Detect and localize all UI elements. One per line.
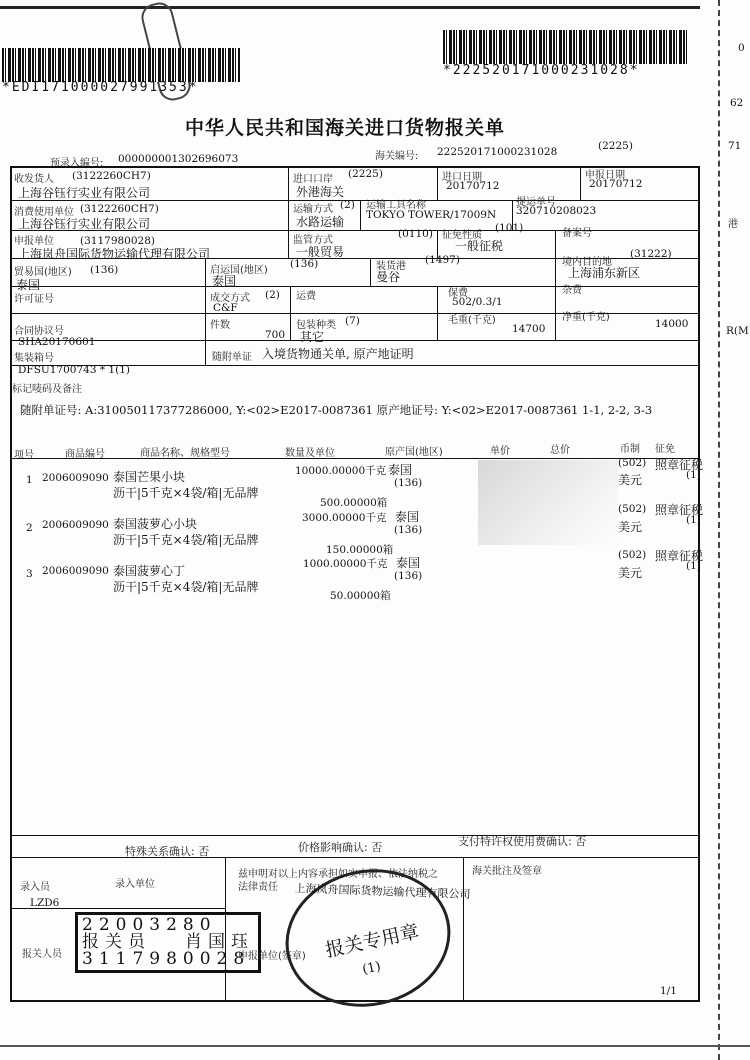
page-number: 1/1: [660, 985, 677, 997]
origin-country-value: 泰国: [212, 274, 237, 288]
row-divider: [10, 340, 700, 341]
currency-code: (502): [618, 503, 647, 515]
seal-ring: 上海岚舟国际货物运输代理有限公司: [294, 881, 471, 902]
origin: 泰国: [395, 510, 420, 524]
levy-nature-code: (101): [495, 222, 524, 234]
customs-no: 222520171000231028: [437, 146, 558, 158]
pieces-label: 件数: [210, 320, 230, 331]
no: 1: [26, 474, 33, 486]
entry-unit-label: 录入单位: [115, 879, 155, 890]
consumer-label: 消费使用单位: [14, 207, 74, 218]
bl-no-label: 提运单号: [516, 197, 556, 208]
net-value: 14000: [655, 318, 689, 330]
contract-label: 合同协议号: [14, 326, 64, 337]
qty2: 150.00000箱: [326, 544, 394, 556]
col-divider: [205, 258, 206, 365]
trade-country-label: 贸易国(地区): [14, 267, 72, 278]
adjacent-page-text: 62: [730, 97, 744, 109]
adjacent-page-text: 0: [738, 42, 745, 54]
container-value: DFSU1700743 * 1(1): [18, 364, 130, 376]
customs-code: (2225): [598, 140, 633, 152]
price-impact-confirm: 价格影响确认: 否: [298, 841, 383, 854]
levy-code: (1): [686, 514, 701, 526]
pre-entry-label: 预录入编号:: [50, 158, 104, 169]
col-divider: [290, 286, 291, 340]
license-label: 许可证号: [14, 294, 54, 305]
row-divider: [10, 857, 700, 858]
currency-code: (502): [618, 457, 647, 469]
deal-mode-label: 成交方式: [210, 293, 250, 304]
col-divider: [555, 230, 556, 340]
loading-port-value: 曼谷: [376, 270, 401, 284]
spec: 沥干|5千克×4袋/箱|无品牌: [113, 486, 259, 500]
goods-header-currency: 币制: [620, 444, 640, 455]
qty2: 50.00000箱: [330, 590, 391, 602]
origin-country-label: 启运国(地区): [210, 265, 268, 276]
entry-clerk-label: 录入员: [20, 882, 50, 893]
declaration-text: 兹申明对以上内容承担如实申报、依法纳税之: [238, 869, 438, 880]
name: 泰国菠萝心小块: [113, 517, 198, 531]
seal-center: 报关专用章: [323, 920, 422, 962]
goods-header-unit-price: 单价: [490, 446, 510, 457]
deal-mode-value: C&F: [213, 302, 238, 314]
declare-date-label: 申报日期: [585, 170, 625, 181]
stamp-box-line2b: 肖国珏: [185, 932, 254, 952]
goods-header-name: 商品名称、规格型号: [140, 448, 230, 459]
origin-code: (136): [394, 524, 423, 536]
royalty-confirm: 支付特许权使用费确认: 否: [458, 835, 587, 848]
origin: 泰国: [388, 463, 413, 477]
gross-label: 毛重(千克): [448, 315, 496, 326]
declarant-value: 上海岚舟国际货物运输代理有限公司: [18, 247, 211, 261]
spec: 沥干|5千克×4袋/箱|无品牌: [113, 533, 259, 547]
packing-label: 包装种类: [296, 320, 336, 331]
entry-clerk-value: LZD6: [30, 897, 60, 909]
col-divider: [437, 166, 438, 200]
goods-header-origin: 原产国(地区): [385, 447, 443, 458]
declarant-id-stamp: [75, 912, 261, 973]
adjacent-page-text: R(M: [726, 325, 749, 337]
vessel-value: TOKYO TOWER/17009N: [366, 209, 497, 221]
page-title: 中华人民共和国海关进口货物报关单: [185, 117, 506, 139]
declaration-text-2: 法律责任: [238, 882, 278, 893]
col-divider: [360, 200, 361, 230]
barcode-right-text: *222520171000231028*: [443, 63, 640, 78]
levy: 照章征税: [655, 458, 704, 472]
goods-header-no: 项号: [14, 450, 34, 461]
remarks-label: 标记唛码及备注: [12, 384, 82, 395]
gross-value: 14700: [512, 323, 546, 335]
goods-header-qty: 数量及单位: [285, 448, 335, 459]
packing-value: 其它: [300, 330, 325, 344]
qty1: 10000.00000千克: [295, 465, 387, 477]
trade-country-value: 泰国: [16, 278, 41, 292]
consignee-label: 收发货人: [14, 174, 54, 185]
declarant-code: (3117980028): [80, 235, 155, 247]
barcode-left-text: *EDI171000027991353*: [2, 80, 199, 95]
col-divider: [288, 166, 289, 258]
spec: 沥干|5千克×4袋/箱|无品牌: [113, 580, 259, 594]
docs-label: 随附单证: [212, 352, 252, 363]
origin-code: (136): [394, 570, 423, 582]
origin: 泰国: [396, 556, 421, 570]
stamp-box-line3: 3117980028: [82, 949, 251, 969]
packing-code: (7): [345, 315, 360, 327]
record-no-label: 备案号: [562, 228, 592, 239]
barcode-left: [2, 48, 240, 82]
deal-mode-code: (2): [265, 289, 280, 301]
code: 2006009090: [42, 565, 109, 577]
row-divider: [10, 835, 700, 836]
transport-mode-value: 水路运输: [296, 215, 345, 229]
transport-mode-label: 运输方式: [293, 204, 333, 215]
destination-label: 境内目的地: [562, 257, 612, 268]
trade-country-code: (136): [90, 264, 119, 276]
net-label: 净重(千克): [562, 312, 610, 323]
currency: 美元: [618, 566, 643, 580]
transport-mode-code: (2): [340, 199, 355, 211]
docs-value: 入境货物通关单, 原产地证明: [262, 347, 414, 361]
declarant-label: 申报单位: [14, 236, 54, 247]
redacted-price-area: [478, 460, 618, 545]
no: 3: [26, 568, 33, 580]
currency: 美元: [618, 473, 643, 487]
no: 2: [26, 522, 33, 534]
contract-value: SHA20170601: [18, 336, 96, 348]
col-divider: [463, 857, 464, 1002]
import-port-value: 外港海关: [296, 185, 345, 199]
scan-edge: [0, 6, 700, 9]
col-divider: [370, 258, 371, 286]
col-divider: [580, 166, 581, 200]
supervision-label: 监管方式: [293, 235, 333, 246]
special-relation-confirm: 特殊关系确认: 否: [125, 845, 210, 858]
col-divider: [437, 286, 438, 340]
levy-nature-value: 一般征税: [455, 239, 504, 253]
levy: 照章征税: [655, 503, 704, 517]
levy-nature-label: 征免性质: [442, 230, 482, 241]
import-date-label: 进口日期: [442, 172, 482, 183]
loading-port-code: (1497): [425, 254, 460, 266]
seal-bottom: (1): [361, 959, 383, 978]
currency-code: (502): [618, 549, 647, 561]
consignee-value: 上海谷钰行实业有限公司: [18, 186, 151, 200]
origin-country-code: (136): [290, 258, 319, 270]
row-divider: [10, 458, 700, 459]
stamp-box-line2a: 报关员: [82, 932, 151, 952]
goods-header-levy: 征免: [655, 444, 675, 455]
adjacent-page-edge: [718, 0, 720, 1060]
pre-entry-no: 000000001302696073: [118, 153, 239, 165]
declare-date-value: 20170712: [589, 178, 643, 190]
levy-code: (1): [686, 560, 701, 572]
supervision-code: (0110): [398, 228, 433, 240]
destination-code: (31222): [630, 248, 672, 260]
name: 泰国菠萝心丁: [113, 564, 186, 578]
import-date-value: 20170712: [446, 180, 500, 192]
customs-no-label: 海关编号:: [375, 151, 419, 162]
import-port-code: (2225): [348, 168, 383, 180]
goods-header-code: 商品编号: [65, 449, 105, 460]
vessel-label: 运输工具名称: [366, 200, 426, 211]
levy-code: (1): [686, 469, 701, 481]
misc-label: 杂费: [562, 285, 582, 296]
currency: 美元: [618, 520, 643, 534]
goods-header-total: 总价: [550, 445, 570, 456]
destination-value: 上海浦东新区: [568, 266, 641, 280]
code: 2006009090: [42, 519, 109, 531]
import-port-label: 进口口岸: [293, 174, 333, 185]
declare-unit-sign-label: 申报单位(签章): [238, 951, 306, 962]
freight-label: 运费: [296, 291, 316, 302]
pieces-value: 700: [265, 329, 286, 341]
declarant-person-label: 报关人员: [22, 949, 62, 960]
code: 2006009090: [42, 472, 109, 484]
name: 泰国芒果小块: [113, 470, 186, 484]
row-divider: [10, 286, 700, 287]
container-label: 集装箱号: [14, 353, 54, 364]
qty2: 500.00000箱: [320, 497, 388, 509]
consumer-code: (3122260CH7): [80, 203, 159, 215]
supervision-value: 一般贸易: [296, 245, 345, 259]
insurance-label: 保费: [448, 288, 468, 299]
origin-code: (136): [394, 477, 423, 489]
qty1: 1000.00000千克: [303, 558, 388, 570]
loading-port-label: 装货港: [376, 261, 406, 272]
levy: 照章征税: [655, 549, 704, 563]
remarks-value: 随附单证号: A:310050117377286000, Y:<02>E2017-0087361 原产地证号: Y:<02>E2017-0087361 1-1, 2-2, 3-3: [20, 403, 653, 417]
adjacent-page-text: 71: [728, 140, 742, 152]
consignee-code: (3122260CH7): [72, 170, 151, 182]
customs-note-label: 海关批注及签章: [472, 866, 542, 877]
insurance-value: 502/0.3/1: [452, 296, 503, 308]
stamp-box-line1: 22003280: [82, 915, 217, 935]
bl-no-value: 320710208023: [516, 205, 597, 217]
consumer-value: 上海谷钰行实业有限公司: [18, 217, 151, 231]
qty1: 3000.00000千克: [302, 512, 387, 524]
adjacent-page-text: 港: [728, 219, 738, 230]
barcode-right: [443, 30, 688, 64]
scan-edge-bottom: [0, 1045, 750, 1047]
